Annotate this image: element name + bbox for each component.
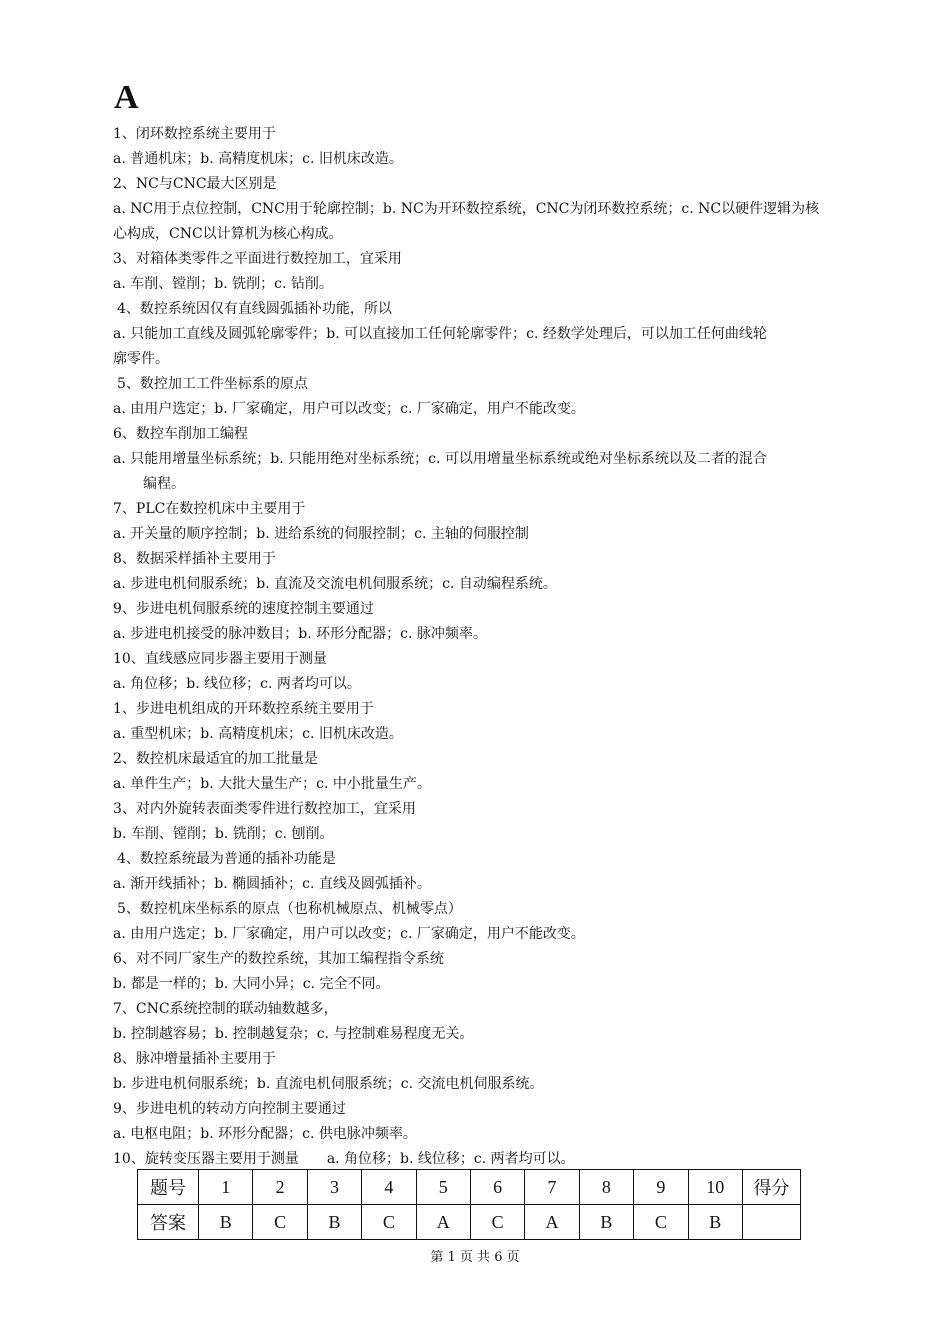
table-cell: C	[253, 1205, 307, 1240]
table-cell: C	[362, 1205, 416, 1240]
question-line: 6、数控车削加工编程	[113, 426, 248, 442]
question-line: 2、NC与CNC最大区别是	[113, 176, 277, 192]
question-line: 6、对不同厂家生产的数控系统，其加工编程指令系统	[113, 951, 444, 967]
answer-options-line: a. 车削、镗削；b. 铣削；c. 钻削。	[113, 276, 333, 292]
question-line: 5、数控加工工件坐标系的原点	[117, 376, 308, 392]
table-cell: 1	[199, 1170, 253, 1205]
question-line: 4、数控系统因仅有直线圆弧插补功能，所以	[117, 301, 392, 317]
table-cell: B	[199, 1205, 253, 1240]
question-line: 5、数控机床坐标系的原点（也称机械原点、机械零点）	[117, 901, 462, 917]
answer-options-line: a. 单件生产；b. 大批大量生产；c. 中小批量生产。	[113, 776, 431, 792]
table-cell: A	[525, 1205, 579, 1240]
table-cell: A	[416, 1205, 470, 1240]
table-cell: B	[579, 1205, 633, 1240]
table-cell: 答案	[138, 1205, 199, 1240]
score-cell[interactable]	[743, 1205, 801, 1240]
table-cell: B	[688, 1205, 742, 1240]
answer-options-line: a. 只能加工直线及圆弧轮廓零件；b. 可以直接加工任何轮廓零件；c. 经数学处理后，可以加工任何曲线轮	[113, 326, 767, 342]
table-cell: 得分	[743, 1170, 801, 1205]
question-line: 7、CNC系统控制的联动轴数越多，	[113, 1001, 338, 1017]
question-line: 4、数控系统最为普通的插补功能是	[117, 851, 336, 867]
answer-options-line: b. 车削、镗削；b. 铣削；c. 刨削。	[113, 826, 334, 842]
question-line: 8、数据采样插补主要用于	[113, 551, 276, 567]
table-cell: C	[634, 1205, 688, 1240]
question-line: 9、步进电机伺服系统的速度控制主要通过	[113, 601, 374, 617]
question-line: 10、旋转变压器主要用于测量 a. 角位移；b. 线位移；c. 两者均可以。	[113, 1151, 575, 1167]
answer-options-line: a. 普通机床；b. 高精度机床；c. 旧机床改造。	[113, 151, 403, 167]
table-cell: B	[307, 1205, 361, 1240]
question-line: 1、步进电机组成的开环数控系统主要用于	[113, 701, 374, 717]
answer-options-continuation: 编程。	[143, 476, 185, 492]
table-cell: C	[470, 1205, 524, 1240]
answer-table-answer-row	[138, 1205, 801, 1240]
question-line: 3、对箱体类零件之平面进行数控加工，宜采用	[113, 251, 402, 267]
answer-table-header-row	[138, 1170, 801, 1205]
table-cell: 7	[525, 1170, 579, 1205]
table-cell: 5	[416, 1170, 470, 1205]
answer-options-continuation: 廓零件。	[113, 351, 169, 367]
table-cell: 9	[634, 1170, 688, 1205]
table-cell: 6	[470, 1170, 524, 1205]
question-line: 8、脉冲增量插补主要用于	[113, 1051, 276, 1067]
table-cell: 题号	[138, 1170, 199, 1205]
page-footer: 第 1 页 共 6 页	[430, 1250, 520, 1265]
answer-options-continuation: 心构成，CNC以计算机为核心构成。	[113, 226, 343, 242]
question-line: 10、直线感应同步器主要用于测量	[113, 651, 327, 667]
section-heading: A	[114, 79, 139, 116]
question-line: 2、数控机床最适宜的加工批量是	[113, 751, 318, 767]
answer-options-line: a. 步进电机伺服系统；b. 直流及交流电机伺服系统；c. 自动编程系统。	[113, 576, 557, 592]
question-line: 1、闭环数控系统主要用于	[113, 126, 276, 142]
answer-options-line: b. 控制越容易；b. 控制越复杂；c. 与控制难易程度无关。	[113, 1026, 474, 1042]
table-cell: 8	[579, 1170, 633, 1205]
question-list	[113, 122, 908, 1172]
table-cell: 3	[307, 1170, 361, 1205]
table-cell: 4	[362, 1170, 416, 1205]
question-line: 3、对内外旋转表面类零件进行数控加工，宜采用	[113, 801, 416, 817]
answer-options-line: a. 只能用增量坐标系统；b. 只能用绝对坐标系统；c. 可以用增量坐标系统或绝对坐标系统以及二者的混合	[113, 451, 767, 467]
question-line: 7、PLC在数控机床中主要用于	[113, 501, 306, 517]
table-cell: 10	[688, 1170, 742, 1205]
answer-options-line: a. 由用户选定；b. 厂家确定，用户可以改变；c. 厂家确定，用户不能改变。	[113, 926, 585, 942]
answer-options-line: b. 都是一样的；b. 大同小异；c. 完全不同。	[113, 976, 390, 992]
question-line: 9、步进电机的转动方向控制主要通过	[113, 1101, 346, 1117]
answer-options-line: a. 电枢电阻；b. 环形分配器；c. 供电脉冲频率。	[113, 1126, 417, 1142]
answer-table	[137, 1169, 801, 1240]
answer-options-line: b. 步进电机伺服系统；b. 直流电机伺服系统；c. 交流电机伺服系统。	[113, 1076, 544, 1092]
table-cell: 2	[253, 1170, 307, 1205]
answer-options-line: a. 由用户选定；b. 厂家确定，用户可以改变；c. 厂家确定，用户不能改变。	[113, 401, 585, 417]
answer-options-line: a. NC用于点位控制，CNC用于轮廓控制；b. NC为开环数控系统，CNC为闭环数控系统；c. NC以硬件逻辑为核	[113, 201, 820, 217]
answer-options-line: a. 重型机床；b. 高精度机床；c. 旧机床改造。	[113, 726, 403, 742]
answer-options-line: a. 角位移；b. 线位移；c. 两者均可以。	[113, 676, 361, 692]
answer-options-line: a. 步进电机接受的脉冲数目；b. 环形分配器；c. 脉冲频率。	[113, 626, 487, 642]
answer-options-line: a. 开关量的顺序控制；b. 进给系统的伺服控制；c. 主轴的伺服控制	[113, 526, 529, 542]
answer-options-line: a. 渐开线插补；b. 椭圆插补；c. 直线及圆弧插补。	[113, 876, 431, 892]
